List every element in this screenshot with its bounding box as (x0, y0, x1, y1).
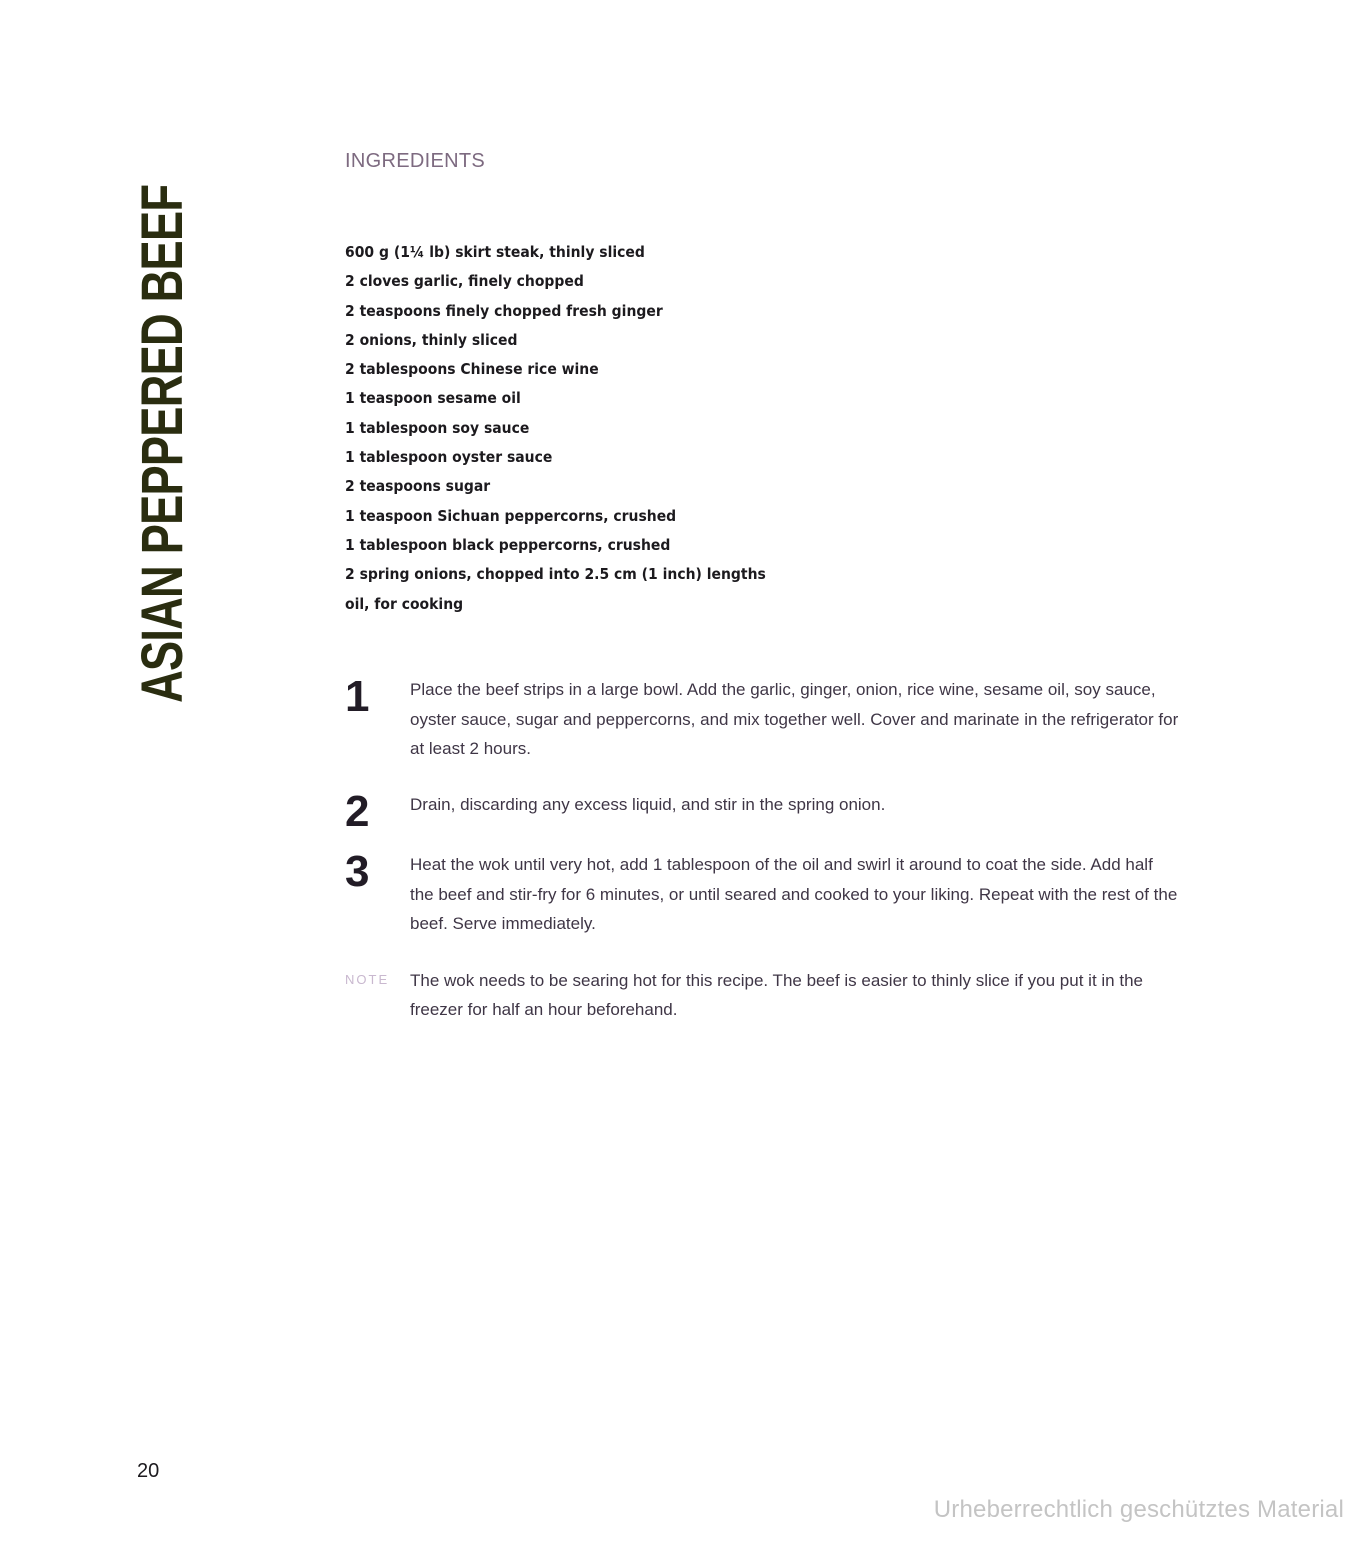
recipe-title (130, 128, 195, 776)
recipe-title-text: ASIAN PEPPERED BEEF (130, 184, 195, 703)
ingredients-list (345, 238, 813, 619)
step-text: Heat the wok until very hot, add 1 tablespoon of the oil and swirl it around to coat the side. Add half the beef and stir-fry for 6 minutes, or until seared and cooked to your liking. Repeat with the rest of the beef. Serve immediately. (410, 855, 1178, 933)
step-number: 2 (345, 787, 370, 836)
step-number: 1 (345, 672, 370, 721)
ingredient-item: 2 teaspoons finely chopped fresh ginger (345, 301, 663, 320)
ingredient-item: 2 teaspoons sugar (345, 477, 491, 496)
page-number: 20 (137, 1460, 160, 1482)
ingredient-item: 2 cloves garlic, finely chopped (345, 272, 584, 291)
step-text: Drain, discarding any excess liquid, and stir in the spring onion. (410, 795, 886, 814)
ingredient-item: 1 tablespoon oyster sauce (345, 448, 553, 467)
step-number: 3 (345, 847, 370, 896)
ingredient-item: 1 tablespoon soy sauce (345, 418, 530, 437)
ingredient-item: oil, for cooking (345, 594, 464, 613)
ingredients-heading: INGREDIENTS (345, 150, 485, 172)
ingredient-item: 2 onions, thinly sliced (345, 330, 518, 349)
ingredient-item: 600 g (1¼ lb) skirt steak, thinly sliced (345, 243, 645, 261)
copyright-watermark: Urheberrechtlich geschütztes Material (933, 1496, 1344, 1523)
note-label: NOTE (345, 972, 390, 987)
recipe-title-container (130, 128, 195, 776)
ingredient-item: 1 teaspoon sesame oil (345, 389, 521, 408)
note-text: The wok needs to be searing hot for this recipe. The beef is easier to thinly slice if you put it in the freezer for half an hour beforehand. (410, 971, 1143, 1019)
ingredient-item: 2 tablespoons Chinese rice wine (345, 360, 599, 379)
ingredient-item: 2 spring onions, chopped into 2.5 cm (1 inch) lengths (345, 565, 766, 584)
ingredient-item: 1 teaspoon Sichuan peppercorns, crushed (345, 506, 677, 525)
ingredient-item: 1 tablespoon black peppercorns, crushed (345, 535, 671, 554)
step-text: Place the beef strips in a large bowl. Add the garlic, ginger, onion, rice wine, sesame oil, soy sauce, oyster sauce, sugar and peppercorns, and mix together well. Cover and marinate in the refrigerator for at least 2 hours. (410, 680, 1179, 758)
